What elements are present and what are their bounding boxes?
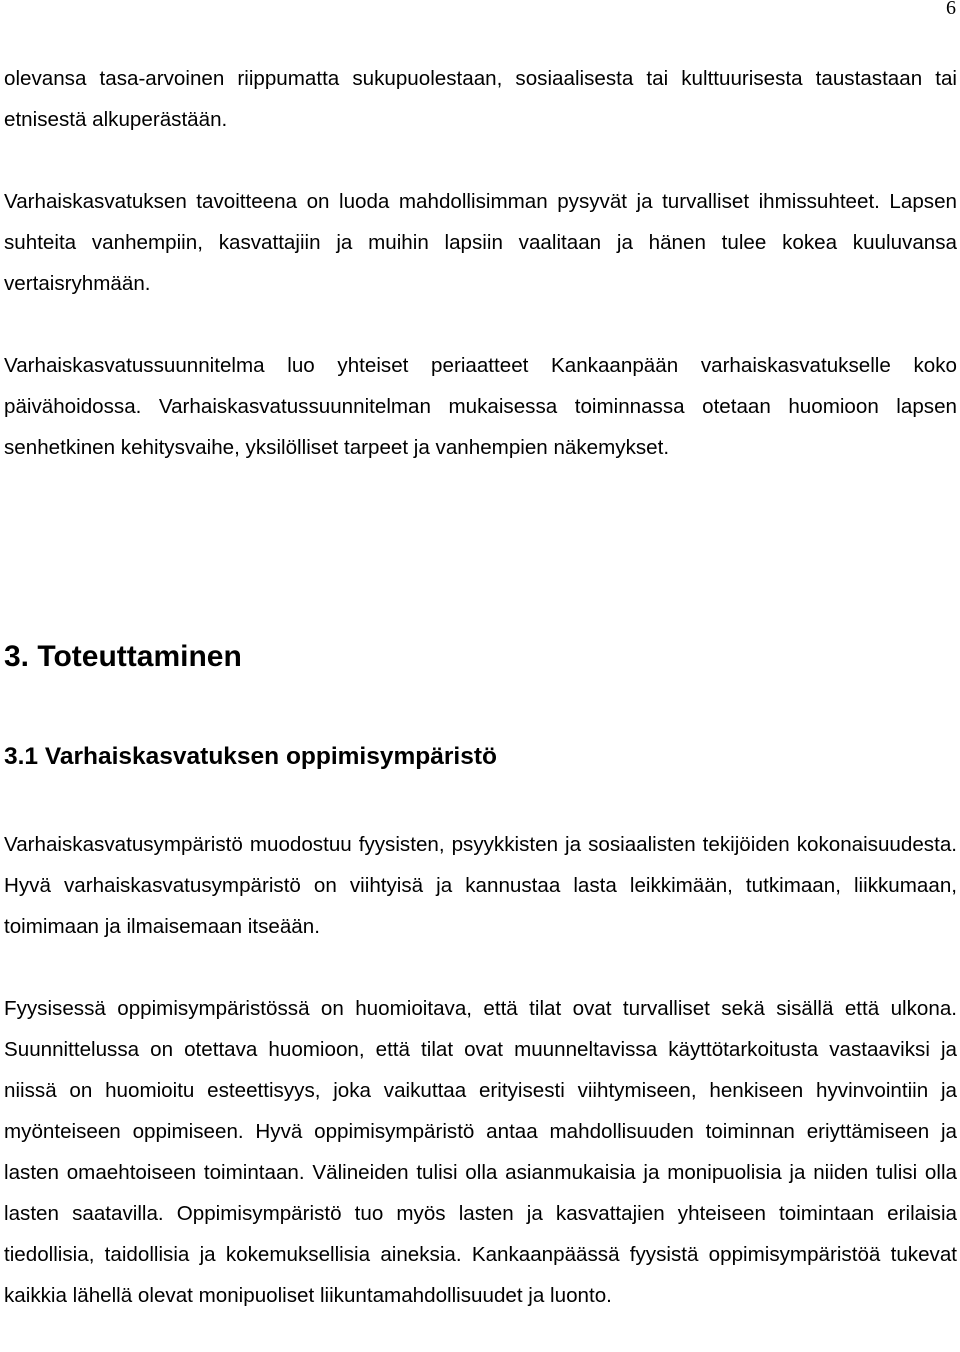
paragraph-learning-environment: Varhaiskasvatusympäristö muodostuu fyysisten, psyykkisten ja sosiaalisten tekijöiden kokonaisuudesta. Hyvä varhaiskasvatusympäristö on viihtyisä ja kannustaa lasta leikkimään, tutkimaan, liikkumaan, toimimaan ja ilmaisemaan itseään. xyxy=(4,833,957,938)
section-heading: 3. Toteuttaminen xyxy=(4,640,242,673)
paragraph-equality: olevansa tasa-arvoinen riippumatta sukupuolestaan, sosiaalisesta tai kulttuurisesta taustastaan tai etnisestä alkuperästään. xyxy=(4,67,957,131)
subsection-heading: 3.1 Varhaiskasvatuksen oppimisympäristö xyxy=(4,743,497,770)
paragraph-curriculum: Varhaiskasvatussuunnitelma luo yhteiset periaatteet Kankaanpään varhaiskasvatukselle koko päivähoidossa. Varhaiskasvatussuunnitelman mukaisessa toiminnassa otetaan huomioon lapsen senhetkinen kehitysvaihe, yksilölliset tarpeet ja vanhempien näkemykset. xyxy=(4,354,957,459)
paragraph-physical-environment: Fyysisessä oppimisympäristössä on huomioitava, että tilat ovat turvalliset sekä sisällä että ulkona. Suunnittelussa on otettava huomioon, että tilat ovat muunneltavissa käyttötarkoitusta vastaaviksi ja niissä on huomioitu esteettisyys, joka vaikuttaa erityisesti viihtymiseen, henkiseen hyvinvointiin ja myönteiseen oppimiseen. Hyvä oppimisympäristö antaa mahdollisuuden toiminnan eriyttämiseen ja lasten omaehtoiseen toimintaan. Välineiden tulisi olla asianmukaisia ja monipuolisia ja niiden tulisi olla lasten saatavilla. Oppimisympäristö tuo myös lasten ja kasvattajien yhteiseen toimintaan erilaisia tiedollisia, taidollisia ja kokemuksellisia aineksia. Kankaanpäässä fyysistä oppimisympäristöä tukevat kaikkia lähellä olevat monipuoliset liikuntamahdollisuudet ja luonto. xyxy=(4,997,957,1307)
page-number: 6 xyxy=(946,0,956,19)
paragraph-relationships: Varhaiskasvatuksen tavoitteena on luoda mahdollisimman pysyvät ja turvalliset ihmissuhteet. Lapsen suhteita vanhempiin, kasvattajiin ja muihin lapsiin vaalitaan ja hänen tulee kokea kuuluvansa vertaisryhmään. xyxy=(4,190,957,295)
